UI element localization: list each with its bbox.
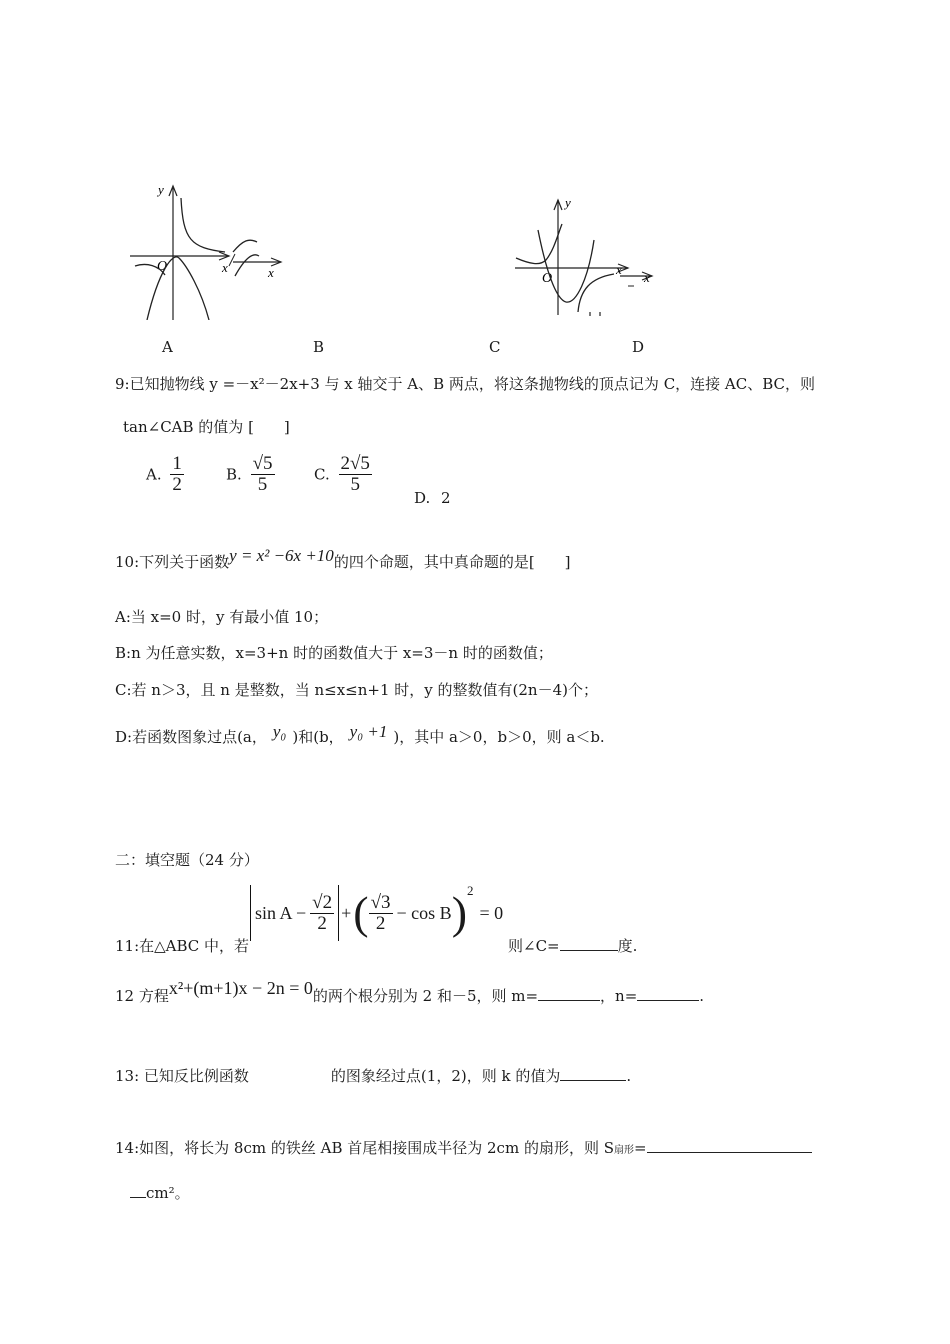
q9-option-d-label: D. — [414, 489, 431, 507]
q11-answer-prefix: 则∠C= — [508, 937, 560, 955]
q10-d-mid: )和(b， — [292, 728, 344, 746]
q9-option-c — [314, 454, 372, 495]
origin-label: O — [157, 259, 168, 274]
q9-option-a-fraction — [170, 454, 184, 495]
q12-prefix: 12 方程 — [115, 987, 169, 1005]
q12-suffix: 的两个根分别为 2 和－5，则 m= — [312, 987, 539, 1005]
q12-blank-n[interactable] — [637, 1000, 699, 1001]
origin-label-c: O — [542, 271, 553, 286]
q12-end: . — [699, 987, 705, 1005]
q14-eq: = — [634, 1139, 647, 1157]
x-axis-label-c: x — [616, 262, 622, 277]
x-axis-label: x — [222, 260, 228, 275]
q8-option-b: B — [313, 338, 325, 356]
x-axis-label-d: x — [644, 270, 650, 285]
q11-answer-suffix: 度. — [617, 937, 638, 955]
q8-option-a: A — [162, 338, 173, 356]
q9-option-a-num: 1 — [172, 453, 182, 474]
q10-formula: y = x² −6x +10 — [229, 546, 334, 565]
q8-option-d: D — [632, 338, 645, 356]
q11-formula — [250, 882, 503, 944]
q9-option-b-label: B. — [226, 465, 242, 484]
q9-option-b-num: √5 — [252, 453, 273, 474]
q13 — [115, 1065, 631, 1086]
q12-formula: x²+(m+1)x − 2n = 0 — [168, 978, 313, 998]
x-axis-label-b: x — [268, 265, 274, 280]
abs-bar-right — [338, 885, 339, 941]
q12 — [115, 978, 705, 1006]
graph-a-b — [125, 180, 285, 320]
q13-suffix: 的图象经过点(1，2)，则 k 的值为 — [330, 1067, 561, 1085]
q11-sin: sin A − — [255, 902, 307, 923]
q11-exponent: 2 — [467, 883, 474, 898]
q13-blank[interactable] — [560, 1080, 626, 1081]
q11-frac1-num: √2 — [312, 891, 333, 913]
q14-sub: 扇形 — [614, 1145, 634, 1156]
section-title: 二：填空题（24 分） — [115, 851, 259, 869]
q9-option-c-fraction — [339, 454, 372, 495]
q14-blank[interactable] — [647, 1152, 812, 1153]
q11-blank[interactable] — [560, 950, 618, 951]
q9-option-c-num: 2√5 — [340, 453, 370, 474]
q11-frac1-den: 2 — [317, 912, 327, 934]
q10-option-c: C:若 n＞3，且 n 是整数，当 n≤x≤n+1 时，y 的整数值有(2n－4)个； — [115, 681, 598, 699]
q11-prefix: 11:在△ABC 中，若 — [115, 937, 250, 955]
q10-option-b: B:n 为任意实数，x=3+n 时的函数值大于 x=3－n 时的函数值； — [115, 644, 553, 662]
q10-d-y0: y₀ — [272, 722, 287, 741]
q13-end: . — [626, 1067, 632, 1085]
q10-option-a: A:当 x=0 时，y 有最小值 10； — [115, 608, 329, 626]
q9-stem-line2: tan∠CAB 的值为 [ ] — [123, 418, 290, 436]
q9-option-b — [226, 454, 275, 495]
paren-left: ( — [353, 887, 369, 938]
q11-plus: + — [341, 902, 352, 923]
q9-stem-line1: 9:已知抛物线 y =－x²－2x+3 与 x 轴交于 A、B 两点，将这条抛物线的顶点记为 C，连接 AC、BC，则 — [115, 375, 816, 393]
q11-eq: = 0 — [479, 902, 504, 923]
q11-answer — [508, 935, 637, 956]
q10-prefix: 10:下列关于函数 — [115, 553, 230, 571]
q9-option-a-den: 2 — [172, 473, 182, 495]
q10-d-prefix: D:若函数图象过点(a， — [115, 728, 267, 746]
q10-d-suffix: )，其中 a＞0，b＞0，则 a＜b. — [393, 728, 605, 746]
q11-frac1 — [310, 893, 334, 934]
q9-option-d-value: 2 — [441, 489, 451, 507]
q14-unit: cm²。 — [146, 1184, 190, 1202]
q11-cos: − cos B — [396, 902, 452, 923]
y-axis-label-c: y — [565, 195, 571, 210]
q12-blank-m[interactable] — [538, 1000, 600, 1001]
y-axis-label: y — [158, 182, 164, 197]
q8-option-c: C — [489, 338, 501, 356]
paren-right: ) — [451, 887, 468, 938]
q9-option-b-den: 5 — [257, 473, 268, 495]
q14-line2 — [130, 1182, 190, 1203]
q10-option-d — [115, 722, 605, 747]
q12-mid: ，n= — [600, 987, 638, 1005]
q9-option-d — [414, 489, 451, 507]
q9-option-c-label: C. — [314, 465, 330, 484]
q14-text: 14:如图，将长为 8cm 的铁丝 AB 首尾相接围成半径为 2cm 的扇形，则 S — [115, 1139, 614, 1157]
q14 — [115, 1137, 812, 1158]
abs-bar-left — [250, 885, 251, 941]
q11-frac2-num: √3 — [370, 891, 391, 913]
q9-option-a — [146, 454, 184, 495]
q10-stem — [115, 546, 571, 572]
q13-prefix: 13: 已知反比例函数 — [115, 1067, 249, 1085]
q9-option-c-den: 5 — [350, 473, 360, 495]
graph-c-d — [510, 190, 670, 320]
q11-frac2 — [369, 893, 393, 934]
q14-blank-cont[interactable] — [130, 1197, 146, 1198]
q11-frac2-den: 2 — [375, 912, 386, 934]
q10-suffix: 的四个命题，其中真命题的是[ ] — [333, 553, 571, 571]
q9-option-b-fraction — [251, 454, 275, 495]
q10-d-y1: y₀ +1 — [349, 722, 388, 741]
q9-option-a-label: A. — [146, 465, 162, 484]
